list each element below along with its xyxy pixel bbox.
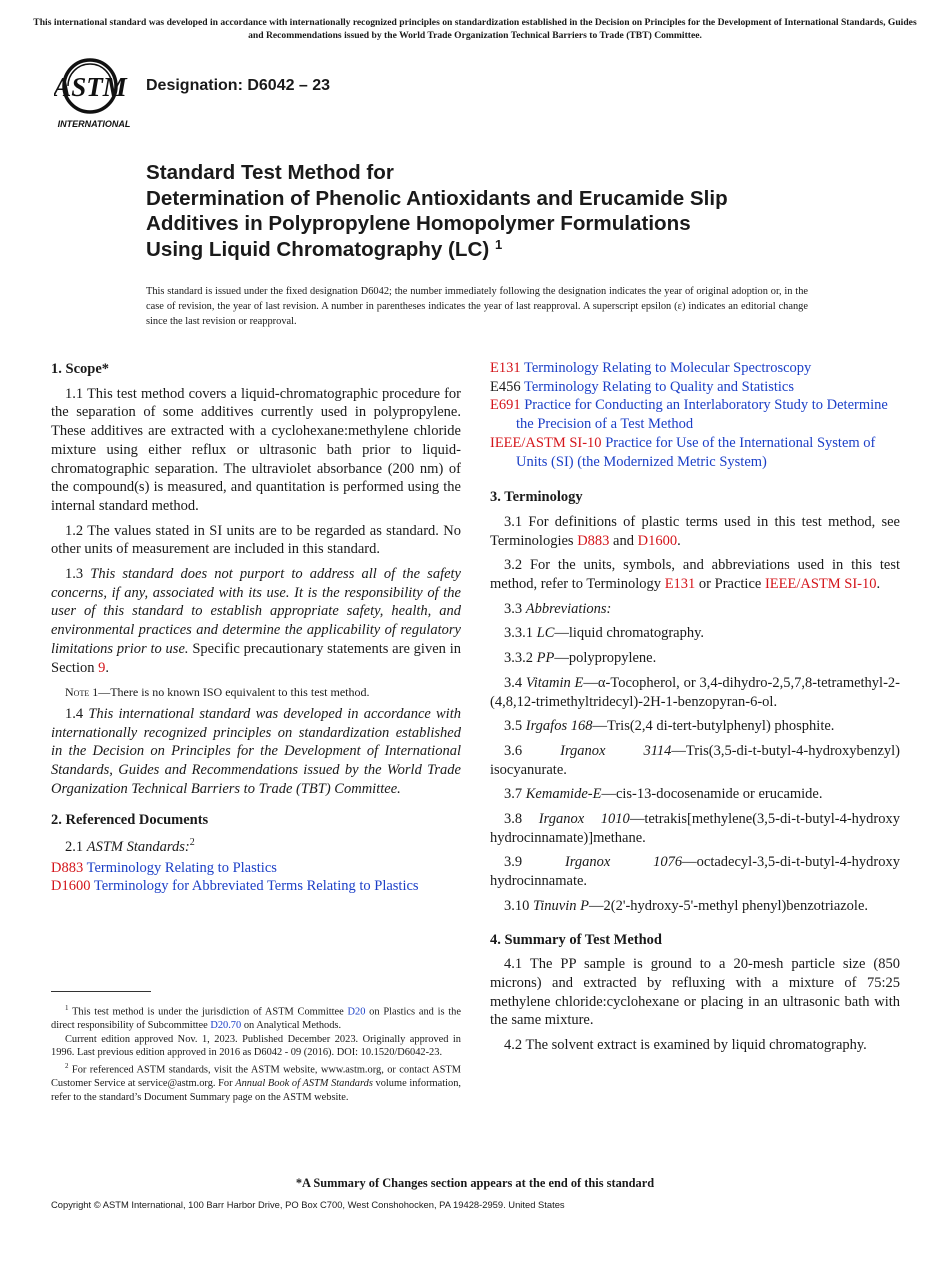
paragraph-1-3-italic: This standard does not purport to address all of the safety concerns, if any, associated with its use. It is the responsibility of the user of this standard to establish appropriate safety, health, and environmental practices and determine the applicability of regulatory limitations prior to use. (51, 566, 461, 657)
definition-text: —tetrakis[methylene(3,5-di-t-butyl-4-hydroxy hydrocinnamate)]methane. (490, 811, 901, 846)
definition-number: 3.3.2 (504, 650, 533, 667)
definition-item (490, 853, 900, 890)
definition-text: —cis-13-docosenamide or erucamide. (601, 786, 823, 803)
logo-mark-text: ASTM (54, 72, 127, 102)
designation: Designation: D6042 – 23 (146, 77, 331, 94)
paragraph-4-2: 4.2 The solvent extract is examined by liquid chromatography. (504, 1037, 867, 1054)
definition-number: 3.9 (504, 854, 523, 871)
link-ieee-astm-si-10[interactable]: IEEE/ASTM SI-10 (764, 576, 877, 593)
reference-code[interactable]: D1600 (51, 878, 91, 895)
footnotes (51, 1002, 461, 1104)
paragraph-1-4-number: 1.4 (65, 705, 84, 722)
link-d20[interactable]: D20 (347, 1006, 366, 1018)
definition-number: 3.10 (504, 897, 530, 914)
paragraph-3-2-or: or Practice (698, 576, 762, 593)
paragraph-1-4-italic: This international standard was developed in accordance with internationally recognized principles on standardization established in the Decision on Principles for the Development of International Standards, Guides and Recommendations issued by the World Trade Organization Technical Barriers to Trade (TBT) Committee. (51, 705, 461, 797)
definition-text: —octadecyl-3,5-di-t-butyl-4-hydroxy hydrocinnamate. (490, 854, 900, 890)
reference-e131[interactable] (490, 359, 900, 378)
reference-code[interactable]: E691 (490, 397, 521, 414)
reference-title[interactable]: Terminology for Abbreviated Terms Relating to Plastics (93, 878, 419, 895)
footnote-1-text-b: on Plastics and is the direct responsibility of Subcommittee (51, 1006, 461, 1032)
definition-number: 3.3.1 (504, 625, 533, 642)
paragraph-1-4 (51, 705, 461, 799)
definition-term: Irganox 3114 (560, 742, 672, 759)
paragraph-1-3-tail: Specific precautionary statements are given in Section (51, 640, 461, 676)
link-e131[interactable]: E131 (664, 576, 696, 593)
section-heading-referenced-documents: 2. Referenced Documents (51, 812, 209, 829)
footnote-1-mark: 1 (65, 1004, 69, 1012)
definition-item (490, 624, 900, 643)
definition-number: 3.8 (504, 811, 523, 828)
section-heading-scope: 1. Scope* (51, 361, 109, 377)
definition-item (490, 649, 900, 668)
footnote-2-italic: Annual Book of ASTM Standards (235, 1077, 373, 1089)
top-notice: This international standard was developed in accordance with internationally recognized principles on standardization established in the Decision on Principles for the Development of International Standards, Guides and Recommendations issued by the World Trade Organization Technical Barriers to Trade (TBT) Committee. (33, 17, 917, 41)
paragraph-3-1: 3.1 For definitions of plastic terms used in this test method, see Terminologies D883 and D1600. (490, 513, 900, 549)
document-title (146, 160, 866, 264)
definition-item (490, 742, 900, 779)
paragraph-2-1-footnote-mark: 2 (189, 837, 195, 849)
footnote-1-approval: Current edition approved Nov. 1, 2023. Published December 2023. Originally approved in 1996. Last previous edition approved in 2016 as D6042 - 09 (2016). DOI: 10.1520/D6042-23. (51, 1033, 461, 1059)
paragraph-2-1 (51, 834, 461, 857)
copyright: Copyright © ASTM International, 100 Barr Harbor Drive, PO Box C700, West Conshohocken, PA 19428-2959. United States (51, 1199, 565, 1210)
link-d1600[interactable]: D1600 (637, 532, 678, 549)
note-1-label: Note 1 (65, 685, 99, 700)
left-column (51, 360, 461, 896)
logo-subtext: INTERNATIONAL (57, 119, 131, 129)
definition-item (490, 674, 900, 711)
paragraph-1-3: 1.3 This standard does not purport to address all of the safety concerns, if any, associated with its use. It is the responsibility of the user of this standard to establish appropriate safety, health, and environmental practices and determine the applicability of regulatory limitations prior to use. Specific precautionary statements are given in Section 9. (51, 566, 461, 676)
footnote-2-mark: 2 (65, 1061, 69, 1070)
link-d20-70[interactable]: D20.70 (210, 1020, 242, 1032)
paragraph-4-1: 4.1 The PP sample is ground to a 20-mesh particle size (850 microns) and extracted by refluxing with a mixture of 75:25 methylene chloride:cyclohexane or placing in an ultrasonic bath with the same mixture. (490, 956, 900, 1029)
paragraph-2-1-number: 2.1 (65, 839, 84, 855)
paragraph-3-2-text: 3.2 For the units, symbols, and abbreviations used in this test method, refer to Terminology (490, 557, 900, 593)
section-heading-summary: 4. Summary of Test Method (490, 931, 662, 948)
paragraph-3-3-number: 3.3 (504, 600, 523, 617)
definition-item (490, 785, 900, 804)
paragraph-3-1-text: 3.1 For definitions of plastic terms used in this test method, see Terminologies (490, 513, 900, 549)
definition-term: Tinuvin P (533, 897, 589, 914)
footnote-2 (51, 1060, 461, 1104)
definition-item (490, 897, 900, 916)
paragraph-3-3 (490, 600, 900, 619)
title-footnote-mark: 1 (494, 236, 503, 252)
title-line-1: Standard Test Method for (146, 161, 394, 184)
issuance-note: This standard is issued under the fixed designation D6042; the number immediately following the designation indicates the year of original adoption or, in the case of revision, the year of last revision. A number in parentheses indicates the year of last reapproval. A superscript epsilon (ε) indicates an editorial change since the last revision or reapproval. (146, 286, 808, 327)
definition-term: LC (536, 625, 555, 642)
reference-code[interactable]: IEEE/ASTM SI-10 (490, 434, 602, 451)
footnote-1-text-a: This test method is under the jurisdiction of ASTM Committee (72, 1006, 344, 1018)
right-column (490, 359, 900, 1055)
reference-e456[interactable] (490, 378, 900, 397)
footnote-1 (51, 1002, 461, 1033)
reference-title[interactable]: Terminology Relating to Plastics (86, 859, 277, 876)
reference-ieee-astm-si-10[interactable] (490, 434, 900, 471)
definition-text: —Tris(3,5-di-t-butyl-4-hydroxybenzyl) isocyanurate. (490, 742, 901, 778)
section-heading-terminology: 3. Terminology (490, 489, 583, 506)
summary-of-changes-notice: *A Summary of Changes section appears at the end of this standard (295, 1176, 655, 1190)
reference-title[interactable]: Terminology Relating to Molecular Spectroscopy (523, 360, 812, 376)
definition-number: 3.4 (504, 674, 523, 691)
definition-term: Irganox 1010 (538, 811, 630, 828)
reference-e691[interactable] (490, 396, 900, 433)
title-line-3: Additives in Polypropylene Homopolymer Formulations (146, 212, 691, 235)
definition-text: —liquid chromatography. (554, 625, 705, 642)
reference-d883[interactable] (51, 859, 461, 878)
title-line-2: Determination of Phenolic Antioxidants and Erucamide Slip (146, 186, 728, 210)
reference-title[interactable]: Terminology Relating to Quality and Statistics (523, 378, 795, 395)
definition-text: —α-Tocopherol, or 3,4-dihydro-2,5,7,8-tetramethyl-2-(4,8,12-trimethyltridecyl)-2H-1-benzopyran-6-ol. (490, 674, 900, 710)
reference-d1600[interactable] (51, 877, 461, 896)
reference-code[interactable]: E131 (490, 360, 521, 376)
definition-item (490, 717, 900, 736)
paragraph-2-1-label: ASTM Standards: (86, 839, 190, 855)
note-1 (51, 683, 461, 702)
footnote-1-text-c: on Analytical Methods. (243, 1020, 342, 1032)
definition-text: —Tris(2,4 di-tert-butylphenyl) phosphite. (592, 718, 835, 735)
definition-term: PP (536, 650, 555, 667)
definition-text: —polypropylene. (554, 650, 657, 667)
astm-logo (54, 56, 134, 130)
paragraph-1-3-number: 1.3 (65, 566, 84, 583)
paragraph-1-1: 1.1 This test method covers a liquid-chromatographic procedure for the separation of some additives currently used in polypropylene. These additives are extracted with a cyclohexane:methylene chloride mixture using either reflux or ultrasonic bath prior to liquid-chromatographic separation. The ultraviolet absorbance (200 nm) of the compound(s) is measured, and quantitation is performed using the internal standard method. (51, 385, 461, 514)
definition-number: 3.7 (504, 786, 523, 803)
paragraph-3-1-and: and (613, 532, 634, 549)
definition-text: —2(2'-hydroxy-5'-methyl phenyl)benzotriazole. (589, 897, 869, 914)
definition-number: 3.5 (504, 718, 523, 735)
definition-number: 3.6 (504, 742, 523, 759)
paragraph-3-3-label: Abbreviations: (525, 600, 612, 617)
reference-title[interactable]: Practice for Conducting an Interlaboratory Study to Determine the Precision of a Test Method (516, 397, 888, 433)
reference-code: E456 (490, 378, 521, 395)
paragraph-1-2: 1.2 The values stated in SI units are to be regarded as standard. No other units of measurement are included in this standard. (51, 522, 461, 558)
definition-term: Irgafos 168 (525, 718, 593, 735)
astm-logo-icon (54, 56, 134, 130)
definition-term: Vitamin E (525, 674, 584, 691)
link-d883[interactable]: D883 (577, 532, 610, 549)
title-line-4 (146, 237, 866, 265)
definition-list (490, 624, 900, 915)
definition-item (490, 810, 900, 847)
definition-term: Irganox 1076 (564, 854, 683, 871)
footnote-2-text-a: For referenced ASTM standards, visit the ASTM website, www.astm.org, or contact ASTM Customer Service at service@astm.org. For (51, 1064, 461, 1089)
reference-title[interactable]: Practice for Use of the International System of Units (SI) (the Modernized Metric System) (516, 434, 876, 470)
note-1-text: —There is no known ISO equivalent to this test method. (98, 685, 370, 700)
title-line-4-text: Using Liquid Chromatography (LC) (146, 237, 490, 261)
reference-code[interactable]: D883 (51, 859, 84, 876)
section-9-link[interactable]: 9 (98, 659, 106, 676)
footnote-divider (51, 991, 151, 992)
paragraph-3-2: 3.2 For the units, symbols, and abbreviations used in this test method, refer to Terminology E131 or Practice IEEE/ASTM SI-10. (490, 557, 900, 593)
definition-term: Kemamide-E (525, 786, 602, 803)
footnote-2-text-b: volume information, refer to the standard’s Document Summary page on the ASTM website. (51, 1077, 461, 1103)
